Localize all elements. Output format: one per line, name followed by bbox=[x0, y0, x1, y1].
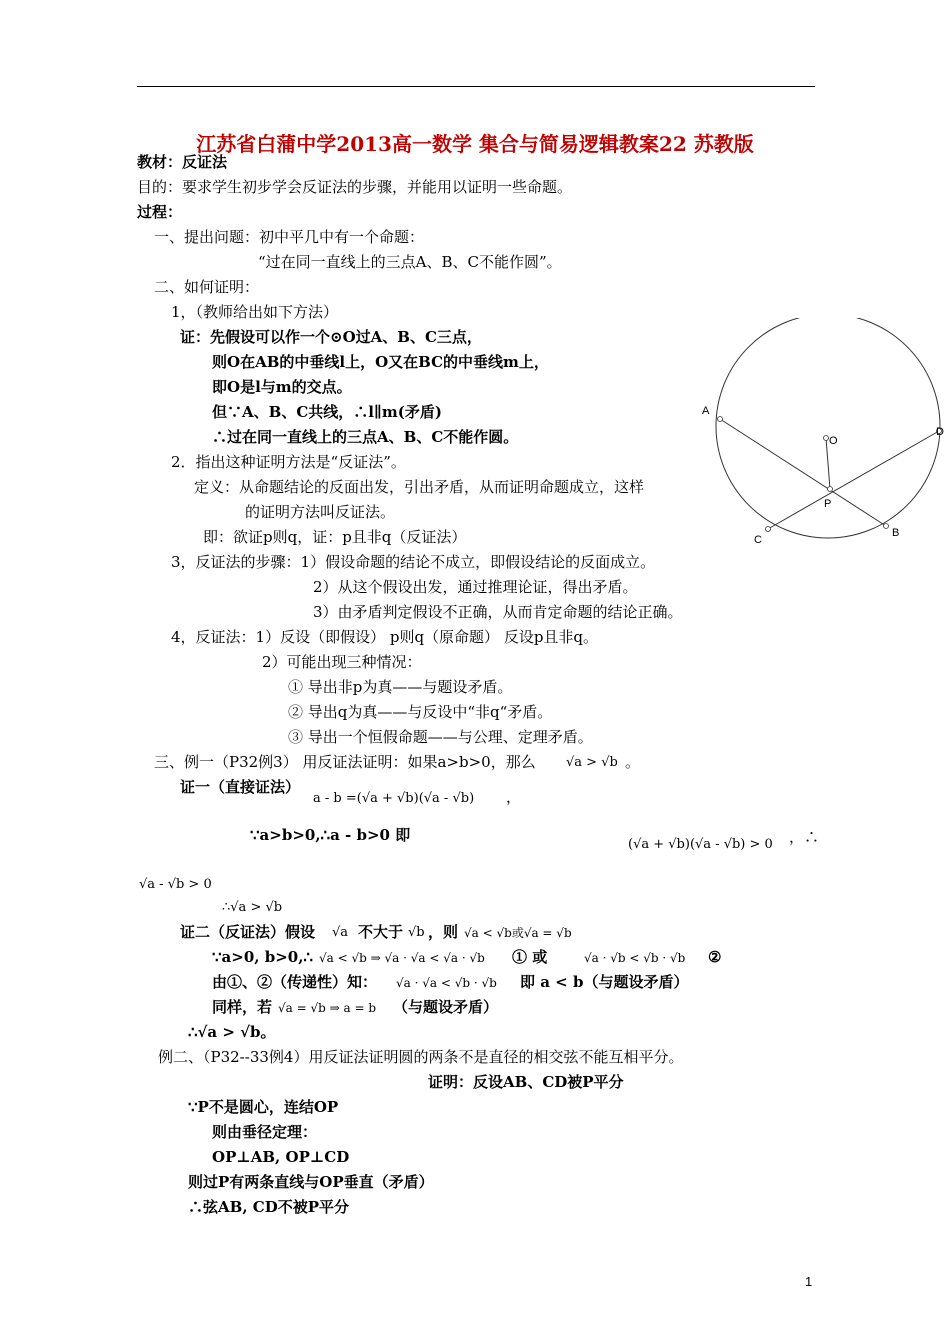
text-line: 2．指出这种证明方法是“反证法”。 bbox=[171, 453, 406, 471]
text-line: 定义：从命题结论的反面出发，引出矛盾，从而证明命题成立，这样 bbox=[194, 478, 645, 496]
text-line: 则过P有两条直线与OP垂直（矛盾） bbox=[188, 1173, 434, 1191]
text-line: 例二、（P32--33例4）用反证法证明圆的两条不是直径的相交弦不能互相平分。 bbox=[158, 1048, 684, 1066]
text-line: ∵a>0, b>0,∴ bbox=[212, 948, 313, 966]
formula: √a - √b > 0 bbox=[139, 877, 212, 892]
text-line: ，∴ bbox=[789, 828, 820, 846]
label-d: D bbox=[936, 426, 944, 438]
text-line: 由①、②（传递性）知： bbox=[212, 973, 378, 991]
label-a: A bbox=[702, 405, 710, 417]
text-line: ② 导出q为真——与反设中“非q“矛盾。 bbox=[288, 703, 553, 721]
chord-ab bbox=[720, 419, 886, 526]
formula: √a = √b ⇒ a = b bbox=[278, 1001, 377, 1015]
text-line: 目的：要求学生初步学会反证法的步骤，并能用以证明一些命题。 bbox=[137, 178, 573, 196]
text-line: 证一（直接证法） bbox=[180, 778, 301, 796]
text-line: 过程： bbox=[137, 203, 183, 221]
text-line: 。 bbox=[625, 753, 641, 771]
formula: √a · √b < √b · √b bbox=[584, 951, 686, 965]
text-line: 3）由矛盾判定假设不正确，从而肯定命题的结论正确。 bbox=[313, 603, 683, 621]
formula: √a < √b或√a = √b bbox=[464, 926, 572, 940]
text-line: 的证明方法叫反证法。 bbox=[245, 503, 396, 521]
text-line: 三、例一（P32例3） 用反证法证明：如果a>b>0，那么 bbox=[154, 753, 536, 771]
text-line: 同样，若 bbox=[212, 998, 273, 1016]
label-p: P bbox=[824, 498, 832, 510]
text-line: 1，（教师给出如下方法） bbox=[171, 303, 339, 321]
label-o: O bbox=[829, 435, 838, 447]
formula: (√a + √b)(√a - √b) > 0 bbox=[628, 837, 773, 852]
formula: √b bbox=[408, 925, 425, 940]
point-b bbox=[884, 524, 889, 529]
formula: √a · √a < √b · √b bbox=[396, 976, 497, 990]
point-c bbox=[766, 527, 771, 532]
text-line: 3，反证法的步骤：1）假设命题的结论不成立，即假设结论的反面成立。 bbox=[171, 553, 656, 571]
text-line: 则由垂径定理： bbox=[212, 1123, 318, 1141]
text-line: 证二（反证法）假设 bbox=[180, 923, 316, 941]
point-o bbox=[824, 436, 829, 441]
text-line: （与题设矛盾） bbox=[393, 998, 499, 1016]
text-line: 即O是l与m的交点。 bbox=[212, 378, 352, 396]
text-line: OP⊥AB, OP⊥CD bbox=[212, 1148, 350, 1166]
header-rule bbox=[137, 86, 815, 87]
text-line: ③ 导出一个恒假命题——与公理、定理矛盾。 bbox=[288, 728, 593, 746]
chord-cd bbox=[768, 431, 939, 529]
text-line: ∴弦AB, CD不被P平分 bbox=[188, 1198, 349, 1216]
text-line: 证明：反设AB、CD被P平分 bbox=[428, 1073, 624, 1091]
text-line: 但∵A、B、C共线，∴l∥m(矛盾) bbox=[212, 403, 442, 421]
text-line: 则O在AB的中垂线l上，O又在BC的中垂线m上， bbox=[212, 353, 549, 371]
text-line: 证：先假设可以作一个⊙O过A、B、C三点， bbox=[180, 328, 482, 346]
formula: √a > √b bbox=[566, 755, 618, 770]
page-number: 1 bbox=[805, 1274, 813, 1289]
point-a bbox=[718, 417, 723, 422]
page-title: 江苏省白蒲中学2013高一数学 集合与简易逻辑教案22 苏教版 bbox=[196, 132, 754, 156]
text-line: “过在同一直线上的三点A、B、C不能作圆”。 bbox=[258, 253, 562, 271]
formula: √a bbox=[332, 925, 349, 940]
text-line: ∵P不是圆心，连结OP bbox=[188, 1098, 339, 1116]
text-line: ，则 bbox=[428, 923, 459, 941]
point-p bbox=[828, 487, 833, 492]
label-b: B bbox=[892, 527, 900, 539]
formula: √a < √b ⇒ √a · √a < √a · √b bbox=[319, 951, 485, 965]
text-line: 4，反证法：1）反设（即假设） p则q（原命题） 反设p且非q。 bbox=[171, 628, 599, 646]
circle-figure bbox=[700, 318, 950, 558]
formula: ∴√a > √b bbox=[222, 900, 283, 915]
label-c: C bbox=[754, 534, 762, 546]
text-line: ∵a>b>0,∴a - b>0 即 bbox=[250, 826, 411, 844]
text-line: 2）可能出现三种情况： bbox=[262, 653, 422, 671]
text-line: ① 导出非p为真——与题设矛盾。 bbox=[288, 678, 513, 696]
text-line: 不大于 bbox=[358, 923, 404, 941]
text-line: 即：欲证p则q，证：p且非q（反证法） bbox=[203, 528, 467, 546]
text-line: ① 或 bbox=[512, 948, 548, 966]
formula: a - b =(√a + √b)(√a - √b) bbox=[313, 791, 475, 806]
text-line: 教材：反证法 bbox=[137, 153, 228, 171]
text-line: ∴√a > √b。 bbox=[188, 1023, 276, 1041]
text-line: 即 a < b（与题设矛盾） bbox=[520, 973, 689, 991]
text-line: 2）从这个假设出发，通过推理论证，得出矛盾。 bbox=[313, 578, 638, 596]
text-line: 一、提出问题：初中平几中有一个命题： bbox=[154, 228, 425, 246]
text-line: 二、如何证明： bbox=[154, 278, 260, 296]
text-line: ∴过在同一直线上的三点A、B、C不能作圆。 bbox=[212, 428, 519, 446]
text-line: ， bbox=[506, 788, 522, 806]
text-line: ② bbox=[708, 948, 722, 966]
